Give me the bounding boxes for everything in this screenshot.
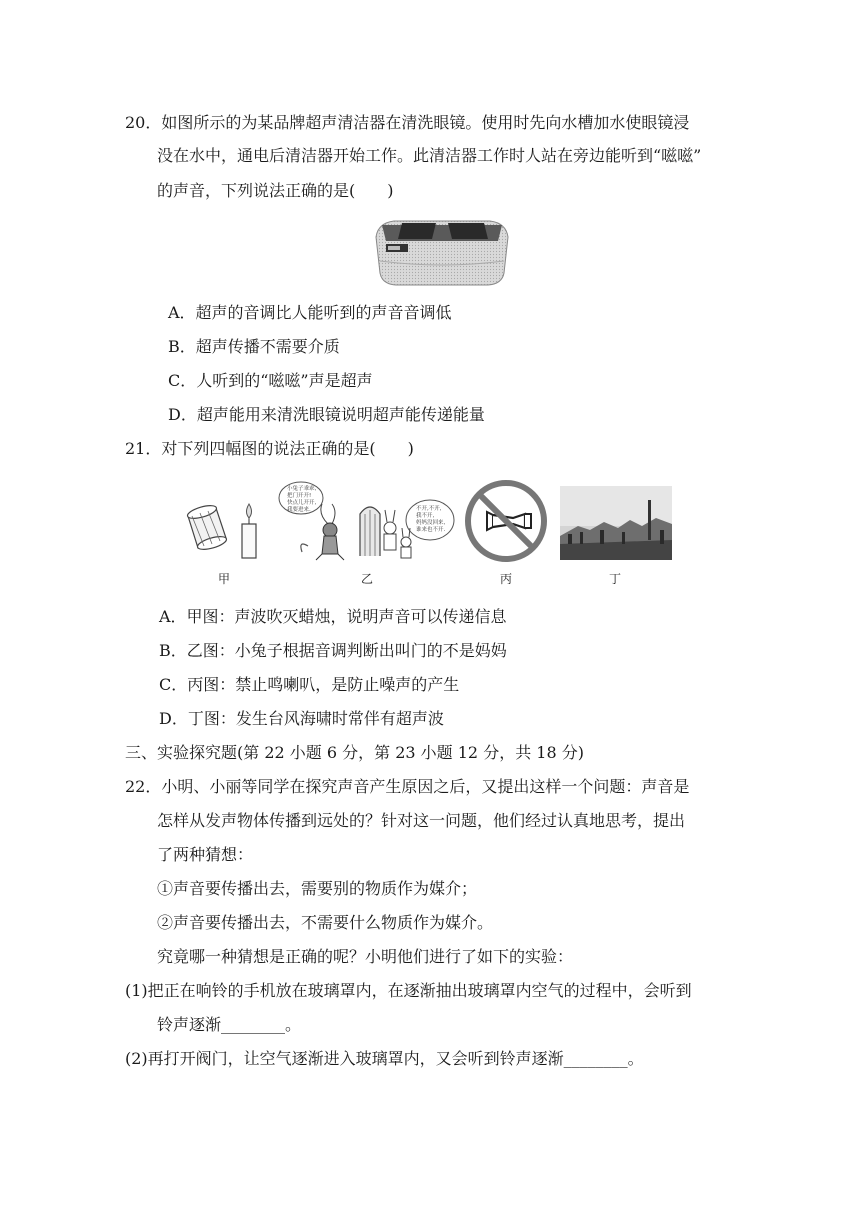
q21-option-b: B．乙图：小兔子根据音调判断出叫门的不是妈妈 bbox=[159, 641, 507, 660]
q20-stem-line2: 没在水中，通电后清洁器开始工作。此清洁器工作时人站在旁边能听到“嗞嗞” bbox=[157, 146, 702, 165]
q22-stem-line2: 怎样从发声物体传播到远处的？针对这一问题，他们经过认真地思考，提出 bbox=[157, 811, 686, 830]
figure-caption-jia: 甲 bbox=[218, 572, 231, 586]
q22-stem-line3: 了两种猜想： bbox=[157, 845, 254, 864]
bubble-right-text-4: 谁来也不开. bbox=[416, 527, 446, 533]
section3-title: 三、实验探究题(第 22 小题 6 分，第 23 小题 12 分，共 18 分) bbox=[125, 743, 584, 762]
q20-option-c: C．人听到的“嗞嗞”声是超声 bbox=[168, 371, 373, 390]
rabbit-cartoon-image bbox=[278, 480, 456, 564]
figure-caption-bing: 丙 bbox=[500, 572, 513, 586]
bubble-right-text-3: 妈妈没回来, bbox=[416, 520, 446, 526]
figure-caption-yi: 乙 bbox=[361, 572, 374, 586]
ultrasonic-cleaner-image bbox=[372, 211, 512, 287]
bubble-left-text-4: 我要进来. bbox=[287, 507, 311, 513]
figure-caption-ding: 丁 bbox=[609, 572, 622, 586]
q20-option-b: B．超声传播不需要介质 bbox=[168, 337, 340, 356]
drum-candle-image bbox=[186, 500, 266, 562]
q22-part1-line1: (1)把正在响铃的手机放在玻璃罩内，在逐渐抽出玻璃罩内空气的过程中，会听到 bbox=[125, 981, 692, 1000]
no-horn-sign-icon bbox=[463, 478, 549, 564]
bubble-left-text-2: 把门开开! bbox=[287, 493, 312, 499]
bubble-right-text-1: 不开,不开, bbox=[416, 506, 442, 512]
q21-stem: 21．对下列四幅图的说法正确的是( ) bbox=[125, 439, 414, 458]
q21-option-a: A．甲图：声波吹灭蜡烛，说明声音可以传递信息 bbox=[159, 607, 507, 626]
q22-part2: (2)再打开阀门，让空气逐渐进入玻璃罩内，又会听到铃声逐渐________。 bbox=[125, 1049, 644, 1068]
q21-option-c: C．丙图：禁止鸣喇叭，是防止噪声的产生 bbox=[159, 675, 460, 694]
q21-option-d: D．丁图：发生台风海啸时常伴有超声波 bbox=[159, 709, 444, 728]
q22-guess-1: ①声音要传播出去，需要别的物质作为媒介； bbox=[157, 879, 478, 898]
q22-guess-2: ②声音要传播出去，不需要什么物质作为媒介。 bbox=[157, 913, 494, 932]
tsunami-photo-image bbox=[560, 486, 672, 560]
q20-stem-line3: 的声音，下列说法正确的是( ) bbox=[157, 181, 394, 200]
q20-option-a: A．超声的音调比人能听到的声音音调低 bbox=[168, 303, 452, 322]
q20-option-d: D．超声能用来清洗眼镜说明超声能传递能量 bbox=[168, 405, 485, 424]
bubble-right-text-2: 我不开, bbox=[416, 513, 435, 519]
q22-stem-line6: 究竟哪一种猜想是正确的呢？小明他们进行了如下的实验： bbox=[157, 947, 574, 966]
q22-part1-line2: 铃声逐渐________。 bbox=[157, 1015, 302, 1034]
bubble-left-text-3: 快点儿开开, bbox=[287, 500, 317, 506]
q20-stem-line1: 20．如图所示的为某品牌超声清洁器在清洗眼镜。使用时先向水槽加水使眼镜浸 bbox=[125, 113, 690, 132]
bubble-left-text-1: 小兔子乖乖, bbox=[287, 486, 317, 492]
q22-stem-line1: 22．小明、小丽等同学在探究声音产生原因之后，又提出这样一个问题：声音是 bbox=[125, 777, 690, 796]
